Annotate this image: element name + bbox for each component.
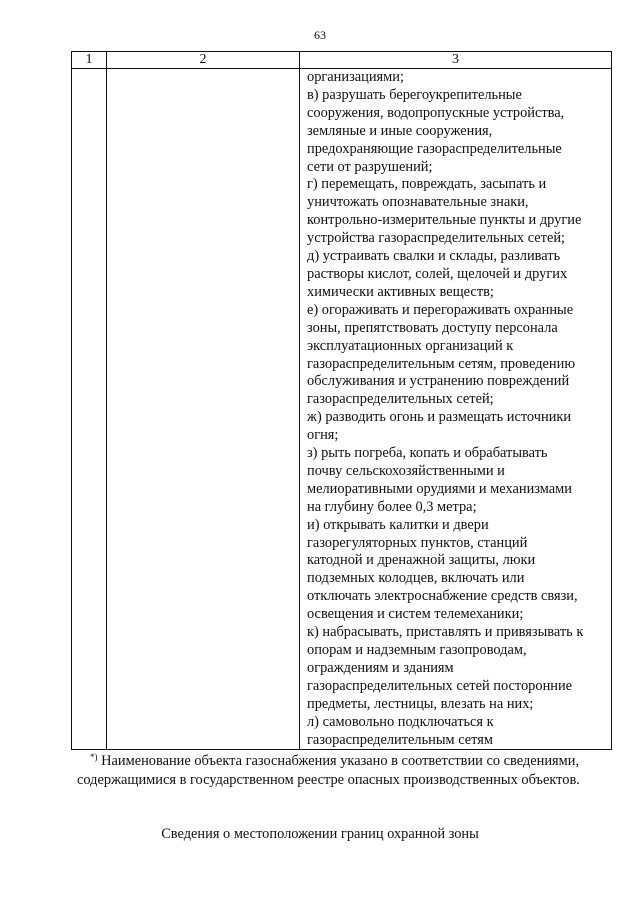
table-header-row (72, 52, 612, 69)
text-line: эксплуатационных организаций к (307, 337, 514, 354)
text-line: л) самовольно подключаться к (307, 713, 494, 730)
text-line: химически активных веществ; (307, 283, 494, 300)
text-line: газорегуляторных пунктов, станций (307, 534, 528, 551)
table-cell-col1 (72, 69, 107, 750)
footnote-line-2: содержащимися в государственном реестре опасных производственных объектов. (77, 772, 580, 788)
text-line: опорам и надземным газопроводам, (307, 642, 527, 658)
text-line: организациями; (307, 69, 404, 85)
text-line: растворы кислот, солей, щелочей и других (307, 265, 568, 282)
text-line: контрольно-измерительные пункты и другие (307, 212, 582, 229)
restrictions-table (71, 51, 612, 750)
text-line: газораспределительных сетей посторонние (307, 677, 573, 694)
footnote-line-1 (77, 752, 612, 771)
text-line: отключать электроснабжение средств связи, (307, 588, 578, 605)
section-heading: Сведения о местоположении границ охранной зоны (161, 826, 479, 842)
text-line: газораспределительных сетей; (307, 391, 494, 408)
text-line: з) рыть погреба, копать и обрабатывать (307, 445, 548, 462)
text-line: земляные и иные сооружения, (307, 122, 493, 139)
table-cell-col2 (107, 69, 300, 750)
text-line: зоны, препятствовать доступу персонала (307, 319, 558, 336)
text-line: газораспределительным сетям (307, 731, 494, 748)
column-header-3: 3 (300, 52, 612, 69)
text-line: устройства газораспределительных сетей; (307, 230, 566, 247)
column-header-2: 2 (107, 52, 300, 69)
footnote (77, 752, 612, 790)
text-line: предметы, лестницы, влезать на них; (307, 695, 534, 712)
text-line: предохраняющие газораспределительные (307, 140, 562, 157)
footnote-text-1: Наименование объекта газоснабжения указано в соответствии со сведениями, (101, 753, 580, 769)
text-line: сооружения, водопропускные устройства, (307, 104, 565, 121)
text-line: ж) разводить огонь и размещать источники (307, 409, 572, 426)
footnote-marker: *) (90, 752, 98, 762)
text-line: уничтожать опознавательные знаки, (307, 194, 529, 211)
text-line: почву сельскохозяйственными и (307, 462, 505, 479)
text-line: в) разрушать берегоукрепительные (307, 86, 522, 103)
text-line: д) устраивать свалки и склады, разливать (307, 248, 561, 265)
text-line: е) огораживать и перегораживать охранные (307, 301, 574, 318)
text-line: освещения и систем телемеханики; (307, 606, 524, 623)
text-line: и) открывать калитки и двери (307, 516, 489, 533)
text-line: г) перемещать, повреждать, засыпать и (307, 176, 547, 193)
text-line: подземных колодцев, включать или (307, 570, 525, 587)
text-line: сети от разрушений; (307, 158, 433, 175)
text-line: ограждениям и зданиям (307, 659, 454, 676)
page-number: 63 (314, 28, 326, 42)
restrictions-text (300, 69, 611, 749)
text-line: на глубину более 0,3 метра; (307, 498, 477, 515)
column-header-1: 1 (72, 52, 107, 69)
text-line: газораспределительным сетям, проведению (307, 355, 576, 372)
table-row (72, 69, 612, 750)
text-line: обслуживания и устранению повреждений (307, 373, 570, 390)
text-line: мелиоративными орудиями и механизмами (307, 480, 572, 497)
text-line: огня; (307, 427, 339, 444)
text-line: к) набрасывать, приставлять и привязывать к (307, 624, 584, 641)
text-line: катодной и дренажной защиты, люки (307, 552, 536, 569)
table-cell-col3 (300, 69, 612, 750)
